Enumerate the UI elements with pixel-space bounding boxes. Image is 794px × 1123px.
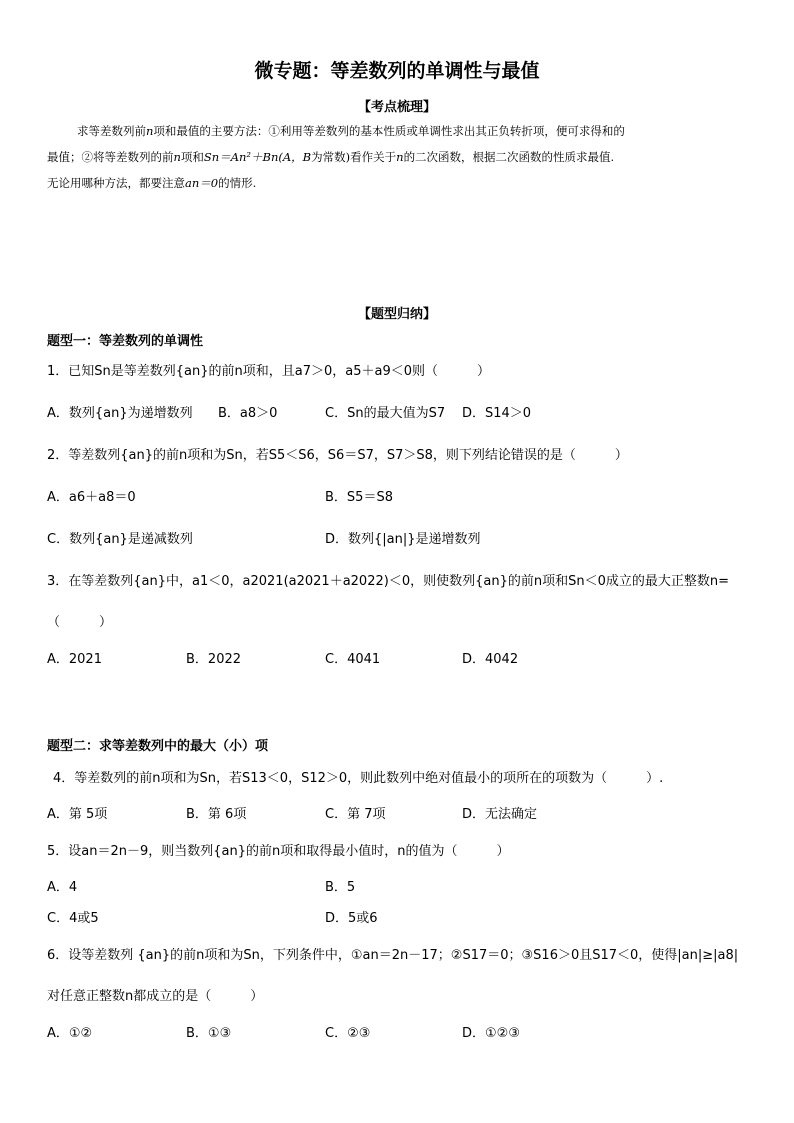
question-6-option-d: D．①②③ <box>462 1026 520 1041</box>
question-6-option-b: B．①③ <box>186 1026 232 1041</box>
question-6-stem: 6．设等差数列 {an}的前n项和为Sn，下列条件中，①an＝2n－17；②S17＝0；③S16＞0且S17＜0，使得|an|≥|a8| <box>47 948 739 963</box>
question-4-option-c: C．第 7项 <box>325 807 386 822</box>
question-2-option-a: A．a6＋a8＝0 <box>47 490 136 505</box>
question-6-option-c: C．②③ <box>325 1026 371 1041</box>
question-5-option-c: C．4或5 <box>47 911 99 926</box>
question-3-option-b: B．2022 <box>186 652 242 667</box>
section-heading-review: 【考点梳理】 <box>357 100 436 115</box>
question-4-stem: 4．等差数列的前n项和为Sn，若S13＜0，S12＞0，则此数列中绝对值最小的项所在的项数为（ ）. <box>53 771 664 786</box>
question-3-paren: （ ） <box>47 615 113 630</box>
question-5-stem: 5．设an＝2n－9，则当数列{an}的前n项和取得最小值时，n的值为（ ） <box>47 844 510 859</box>
question-5-option-d: D．5或6 <box>325 911 378 926</box>
question-1-option-b: B．a8＞0 <box>218 406 278 421</box>
question-6-option-a: A．①② <box>47 1026 93 1041</box>
question-6-stem-cont: 对任意正整数n都成立的是（ ） <box>47 989 264 1004</box>
question-3-option-d: D．4042 <box>462 652 519 667</box>
question-2-option-b: B．S5＝S8 <box>325 490 393 505</box>
question-4-option-b: B．第 6项 <box>186 807 247 822</box>
question-2-option-c: C．数列{an}是递减数列 <box>47 532 193 547</box>
section-heading-types: 【题型归纳】 <box>357 307 436 322</box>
type-1-heading: 题型一：等差数列的单调性 <box>47 334 204 349</box>
intro-line-3: 无论用哪种方法，都要注意an＝0的情形. <box>47 176 257 190</box>
question-3-option-c: C．4041 <box>325 652 381 667</box>
question-1-option-a: A．数列{an}为递增数列 <box>47 406 193 421</box>
question-1-option-d: D．S14＞0 <box>462 406 532 421</box>
question-3-option-a: A．2021 <box>47 652 102 667</box>
question-1-option-c: C．Sn的最大值为S7 <box>325 406 446 421</box>
intro-line-2: 最值；②将等差数列的前n项和Sn＝An²＋Bn(A，B为常数)看作关于n的二次函数，根据二次函数的性质求最值. <box>47 150 615 164</box>
question-4-option-d: D．无法确定 <box>462 807 538 822</box>
question-5-option-a: A．4 <box>47 880 78 895</box>
type-2-heading: 题型二：求等差数列中的最大（小）项 <box>47 739 269 754</box>
question-3-stem: 3．在等差数列{an}中，a1＜0，a2021(a2021＋a2022)＜0，则使数列{an}的前n项和Sn＜0成立的最大正整数n= <box>47 574 729 589</box>
question-5-option-b: B．5 <box>325 880 356 895</box>
question-4-option-a: A．第 5项 <box>47 807 108 822</box>
question-2-stem: 2．等差数列{an}的前n项和为Sn，若S5＜S6，S6＝S7，S7＞S8，则下列结论错误的是（ ） <box>47 448 628 463</box>
question-1-stem: 1．已知Sn是等差数列{an}的前n项和，且a7＞0，a5＋a9＜0则（ ） <box>47 364 491 379</box>
question-2-option-d: D．数列{|an|}是递增数列 <box>325 532 481 547</box>
page-title: 微专题：等差数列的单调性与最值 <box>254 60 540 82</box>
intro-line-1: 求等差数列前n项和最值的主要方法：①利用等差数列的基本性质或单调性求出其正负转折项，便可求得和的 <box>77 124 625 138</box>
